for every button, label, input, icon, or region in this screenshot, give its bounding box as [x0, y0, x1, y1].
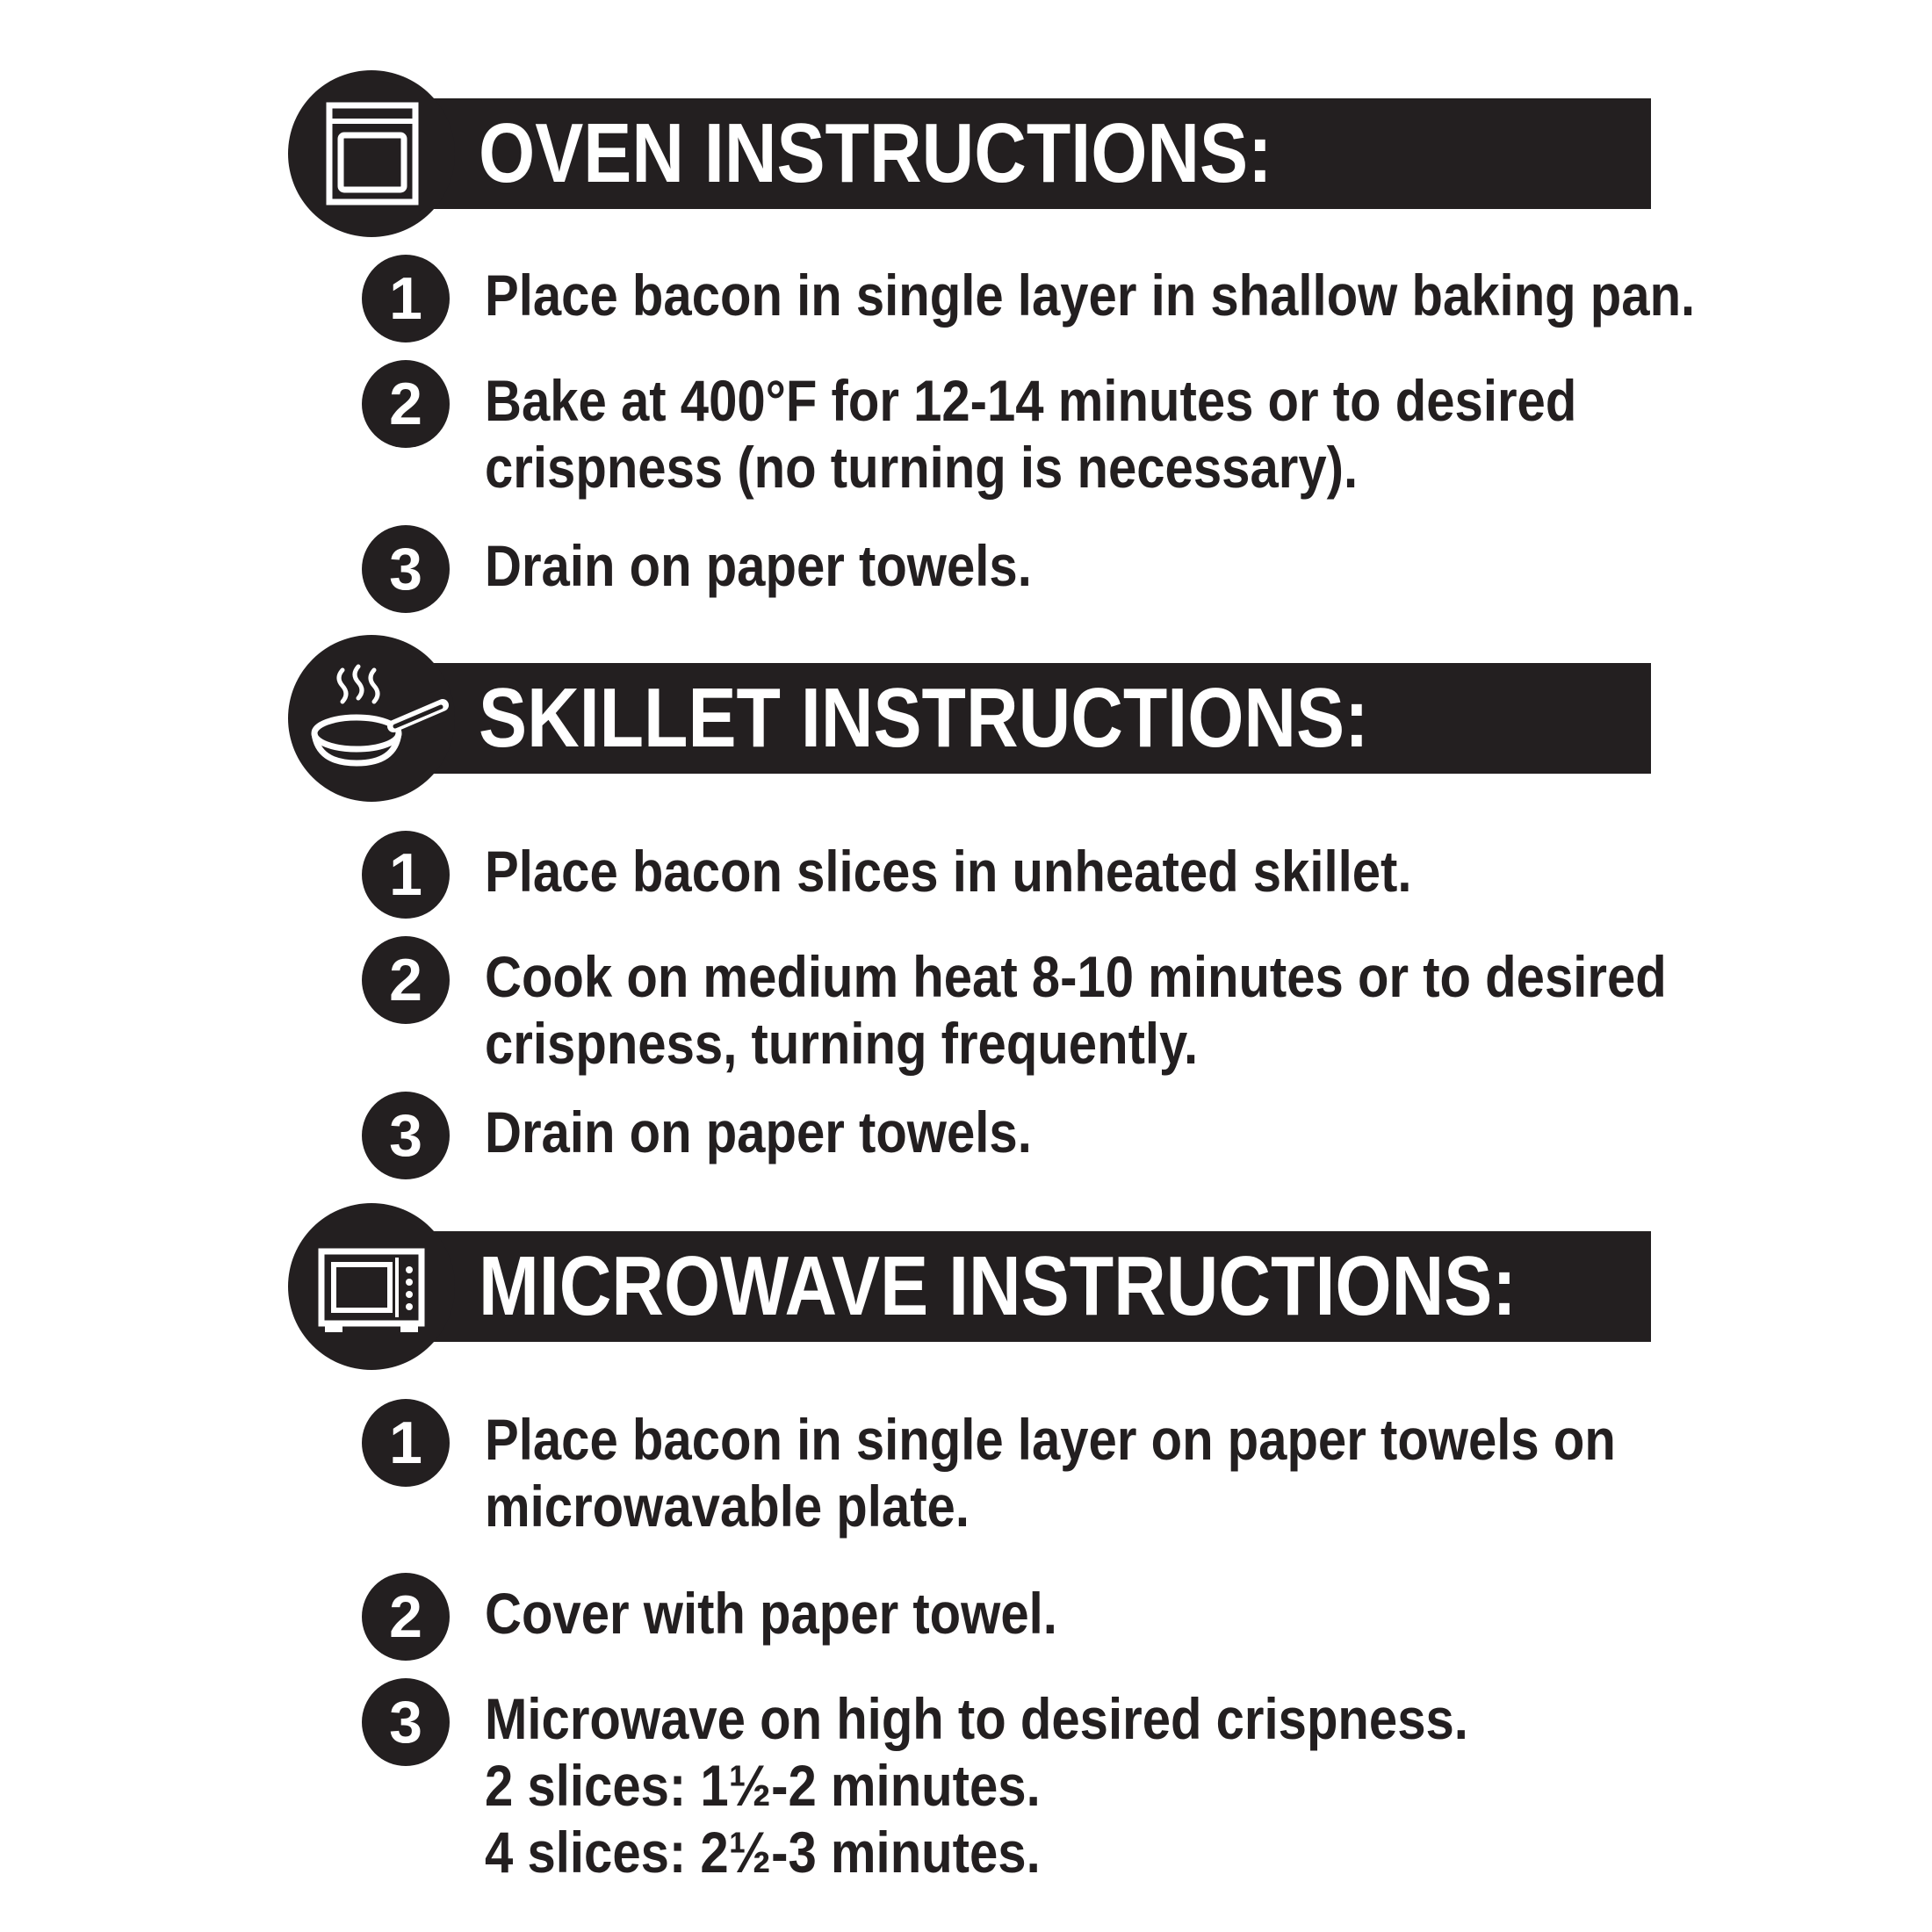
skillet-icon [288, 635, 455, 802]
microwave-title: MICROWAVE INSTRUCTIONS: [479, 1239, 1517, 1333]
step-line: Drain on paper towels. [485, 533, 1032, 598]
step-line: Cover with paper towel. [485, 1581, 1057, 1646]
oven-icon-badge [288, 70, 455, 237]
step-number-badge: 2 [362, 1573, 450, 1661]
microwave-icon-badge [288, 1203, 455, 1370]
step-text [485, 1580, 1690, 1647]
step-text [485, 838, 1690, 905]
step-text [485, 532, 1690, 599]
step-text [485, 1685, 1690, 1885]
step-text [485, 943, 1690, 1077]
step-line: Place bacon in single layer on paper towels on [485, 1407, 1616, 1472]
step-text [485, 1099, 1690, 1165]
step-text [485, 367, 1690, 501]
skillet-title: SKILLET INSTRUCTIONS: [479, 671, 1369, 765]
step-line: Bake at 400°F for 12-14 minutes or to desired [485, 368, 1577, 433]
step-line: Microwave on high to desired crispness. [485, 1686, 1468, 1751]
step-number-badge: 3 [362, 525, 450, 613]
step-number-badge: 2 [362, 360, 450, 448]
step-line: crispness, turning frequently. [485, 1011, 1199, 1076]
step-text [485, 262, 1696, 328]
step-line: 2 slices: 1½-2 minutes. [485, 1753, 1041, 1818]
step-line: Place bacon slices in unheated skillet. [485, 839, 1412, 904]
step-number-badge: 1 [362, 1399, 450, 1487]
step-number-badge: 3 [362, 1678, 450, 1766]
step-number-badge: 3 [362, 1092, 450, 1179]
step-line: Drain on paper towels. [485, 1099, 1032, 1164]
step-line: Place bacon in single layer in shallow baking pan. [485, 263, 1696, 328]
step-line: 4 slices: 2½-3 minutes. [485, 1820, 1041, 1885]
step-number-badge: 2 [362, 936, 450, 1024]
step-number-badge: 1 [362, 255, 450, 342]
step-number-badge: 1 [362, 831, 450, 919]
step-text [485, 1406, 1690, 1539]
microwave-icon [288, 1203, 455, 1370]
oven-icon [288, 70, 455, 237]
oven-title: OVEN INSTRUCTIONS: [479, 106, 1272, 200]
skillet-icon-badge [288, 635, 455, 802]
step-line: crispness (no turning is necessary). [485, 435, 1359, 500]
step-line: Cook on medium heat 8-10 minutes or to desired [485, 944, 1667, 1009]
step-line: microwavable plate. [485, 1474, 970, 1539]
